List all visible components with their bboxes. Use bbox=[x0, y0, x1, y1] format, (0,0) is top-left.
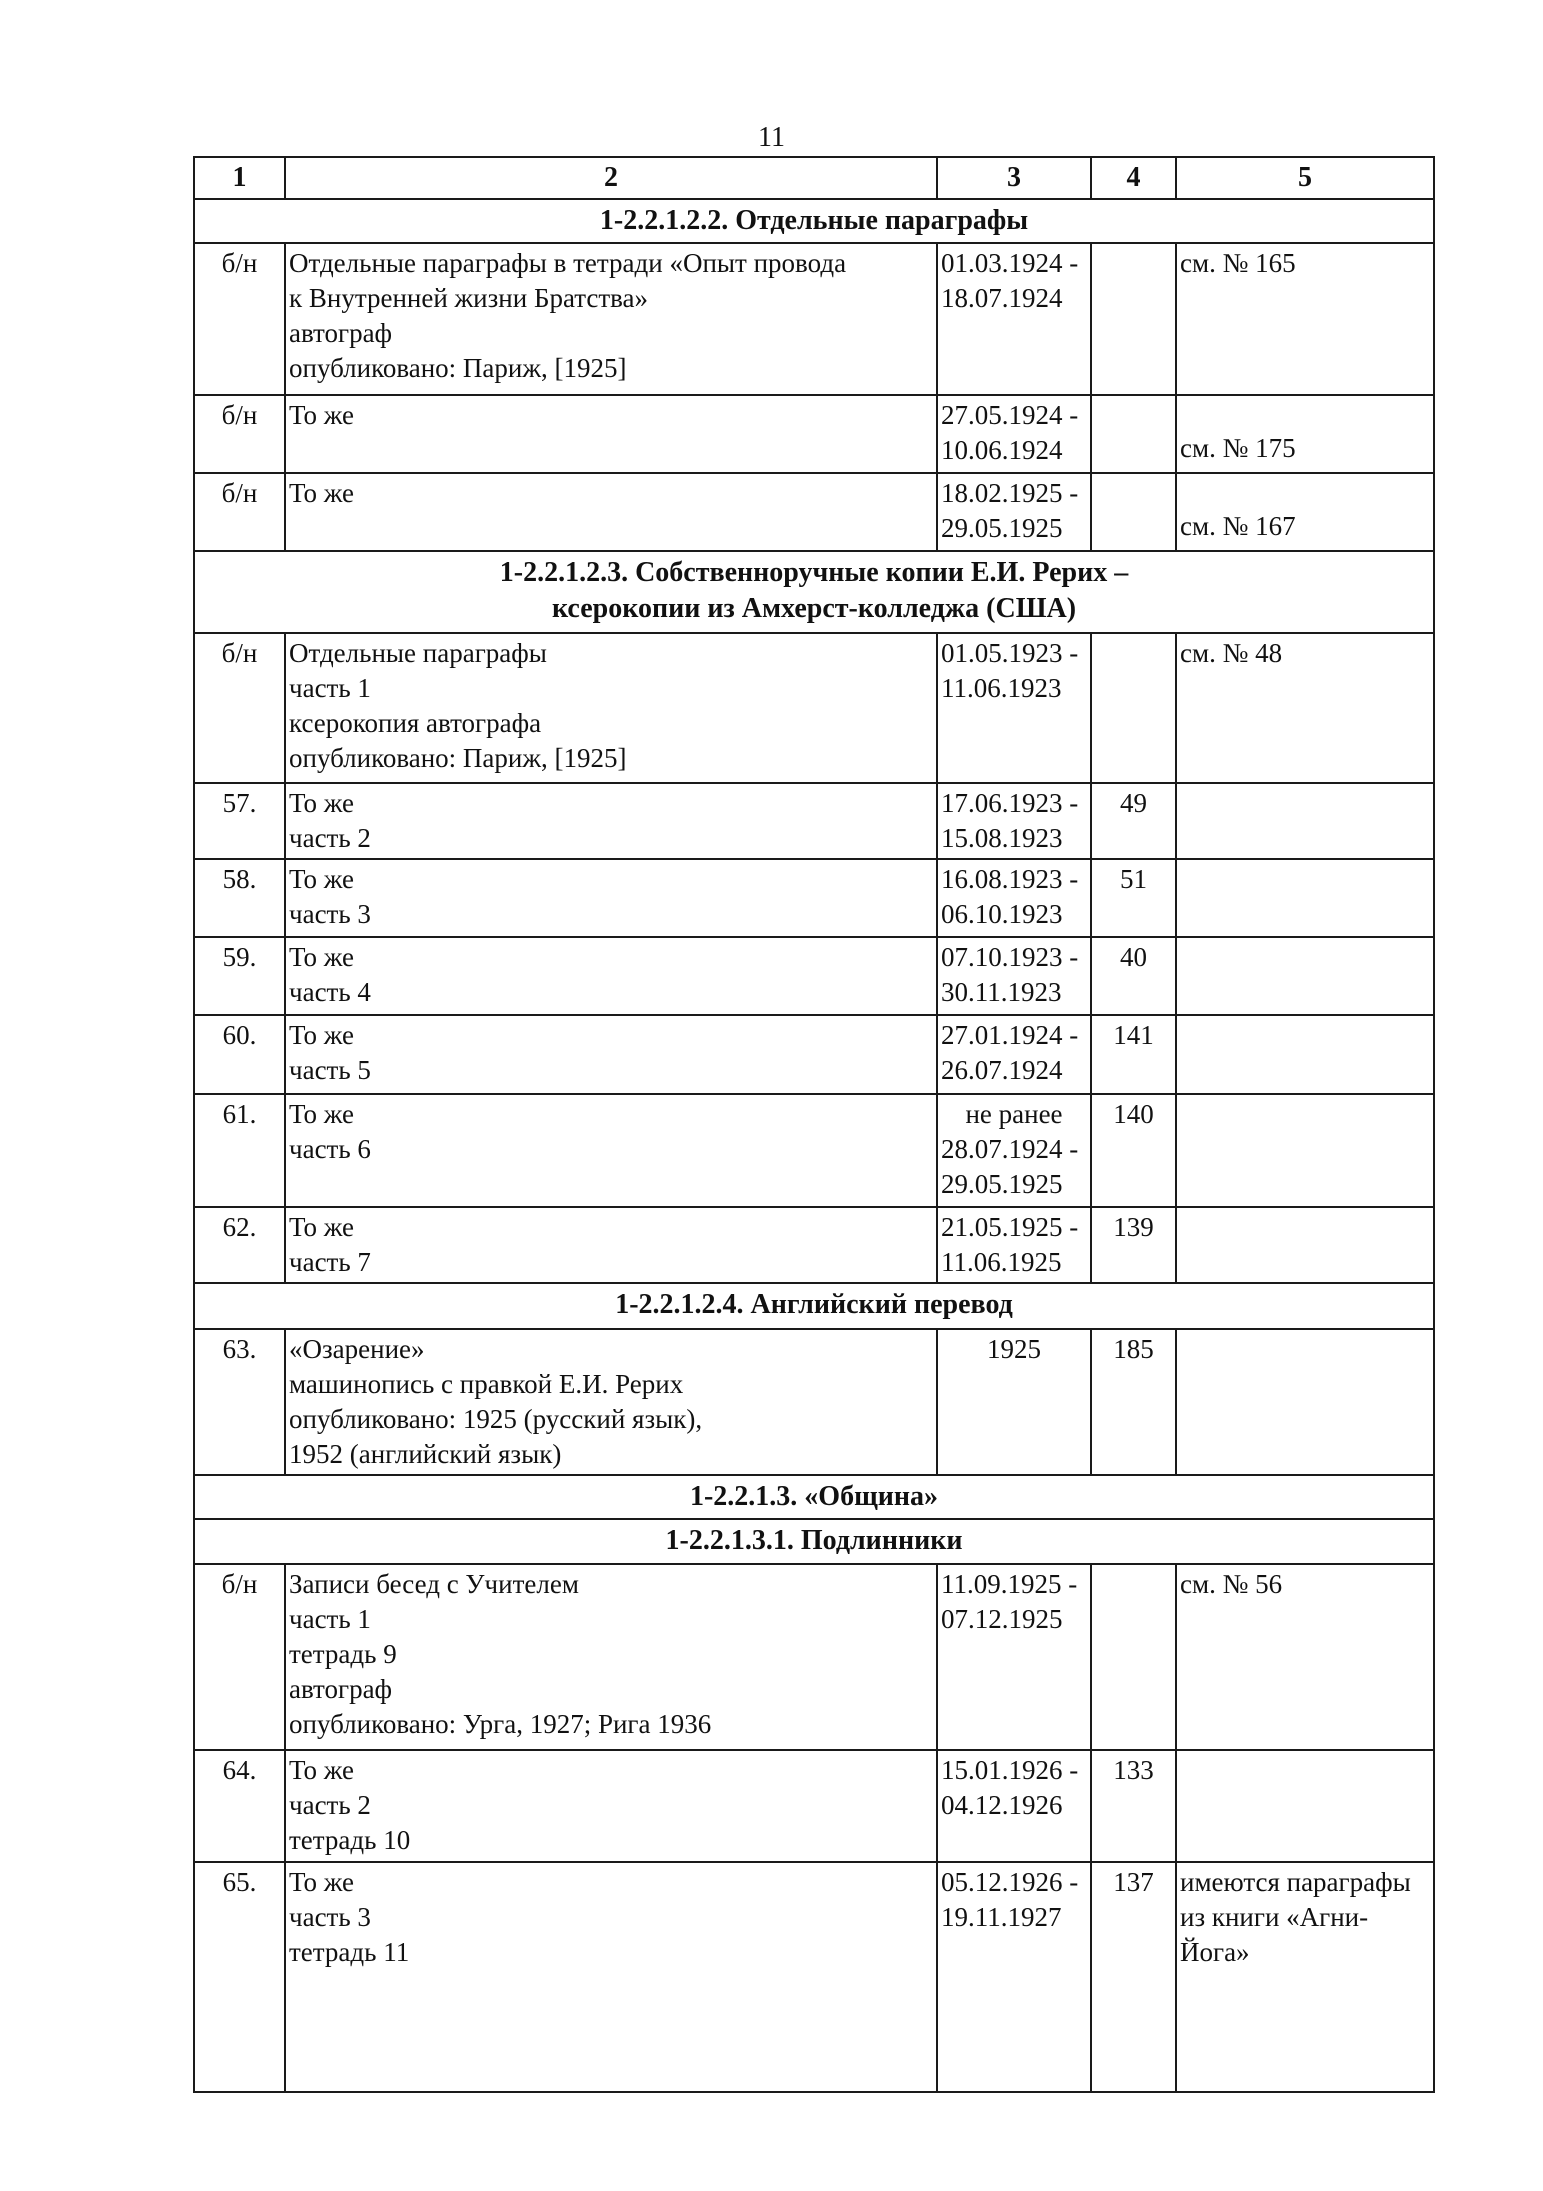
item-number: 57. bbox=[194, 783, 285, 859]
table-row bbox=[194, 473, 1434, 551]
description-line: опубликовано: Париж, [1925] bbox=[289, 743, 627, 773]
description-line: часть 5 bbox=[289, 1055, 371, 1085]
description-line: То же bbox=[289, 400, 354, 430]
item-description bbox=[285, 1015, 937, 1094]
description-line: часть 3 bbox=[289, 1902, 371, 1932]
column-header-1: 1 bbox=[194, 157, 285, 199]
archive-registry-table bbox=[193, 156, 1435, 2093]
item-description bbox=[285, 1207, 937, 1283]
item-note bbox=[1176, 1015, 1434, 1094]
description-line: машинопись с правкой Е.И. Рерих bbox=[289, 1369, 684, 1399]
item-dates bbox=[937, 783, 1091, 859]
item-number: б/н bbox=[194, 243, 285, 395]
description-line: часть 1 bbox=[289, 1604, 371, 1634]
section-heading-row bbox=[194, 1475, 1434, 1519]
date-line: 1925 bbox=[987, 1334, 1041, 1364]
item-description bbox=[285, 633, 937, 783]
item-number: 58. bbox=[194, 859, 285, 937]
item-note bbox=[1176, 473, 1434, 551]
date-line: 11.09.1925 - bbox=[941, 1569, 1078, 1599]
item-sheets bbox=[1091, 473, 1176, 551]
item-dates bbox=[937, 1329, 1091, 1475]
item-note bbox=[1176, 1094, 1434, 1207]
item-sheets: 140 bbox=[1091, 1094, 1176, 1207]
column-header-row bbox=[194, 157, 1434, 199]
section-heading-row bbox=[194, 199, 1434, 243]
description-line: То же bbox=[289, 478, 354, 508]
item-number: 63. bbox=[194, 1329, 285, 1475]
item-number: б/н bbox=[194, 473, 285, 551]
date-line: 11.06.1923 bbox=[941, 673, 1062, 703]
section-title: 1-2.2.1.2.2. Отдельные параграфы bbox=[194, 199, 1434, 243]
table-row bbox=[194, 243, 1434, 395]
item-number: б/н bbox=[194, 1564, 285, 1750]
description-line: часть 4 bbox=[289, 977, 371, 1007]
description-line: часть 2 bbox=[289, 1790, 371, 1820]
item-description bbox=[285, 395, 937, 473]
item-dates bbox=[937, 1750, 1091, 1862]
item-note bbox=[1176, 243, 1434, 395]
item-number: 60. bbox=[194, 1015, 285, 1094]
item-description bbox=[285, 783, 937, 859]
section-title: 1-2.2.1.3. «Община» bbox=[194, 1475, 1434, 1519]
description-line: «Озарение» bbox=[289, 1334, 425, 1364]
section-title-line: 1-2.2.1.2.3. Собственноручные копии Е.И. Рерих – bbox=[499, 557, 1129, 588]
section-title bbox=[194, 551, 1434, 633]
date-line: 07.10.1923 - bbox=[941, 942, 1079, 972]
description-line: 1952 (английский язык) bbox=[289, 1439, 562, 1469]
item-description bbox=[285, 1862, 937, 2092]
note-line: из книги «Агни- bbox=[1180, 1902, 1369, 1932]
date-line: 10.06.1924 bbox=[941, 435, 1063, 465]
note-line: см. № 175 bbox=[1180, 433, 1296, 463]
item-dates bbox=[937, 1564, 1091, 1750]
item-note bbox=[1176, 1564, 1434, 1750]
date-line: 21.05.1925 - bbox=[941, 1212, 1079, 1242]
date-line: 01.05.1923 - bbox=[941, 638, 1079, 668]
description-line: тетрадь 11 bbox=[289, 1937, 410, 1967]
description-line: часть 6 bbox=[289, 1134, 371, 1164]
note-line: см. № 48 bbox=[1180, 638, 1283, 668]
description-line: опубликовано: 1925 (русский язык), bbox=[289, 1404, 703, 1434]
date-line: 15.08.1923 bbox=[941, 823, 1063, 853]
column-header-5: 5 bbox=[1176, 157, 1434, 199]
note-line: имеются параграфы bbox=[1180, 1867, 1411, 1897]
item-note bbox=[1176, 1207, 1434, 1283]
item-sheets: 139 bbox=[1091, 1207, 1176, 1283]
item-sheets: 49 bbox=[1091, 783, 1176, 859]
item-description bbox=[285, 1564, 937, 1750]
date-line: 05.12.1926 - bbox=[941, 1867, 1079, 1897]
item-note bbox=[1176, 937, 1434, 1015]
subsection-heading-row bbox=[194, 1519, 1434, 1564]
table-row bbox=[194, 1207, 1434, 1283]
table-row bbox=[194, 1094, 1434, 1207]
item-dates bbox=[937, 395, 1091, 473]
date-line: 15.01.1926 - bbox=[941, 1755, 1079, 1785]
description-line: автограф bbox=[289, 318, 393, 348]
item-number: 65. bbox=[194, 1862, 285, 2092]
section-heading-row bbox=[194, 551, 1434, 633]
note-line: Йога» bbox=[1180, 1937, 1250, 1967]
description-line: часть 1 bbox=[289, 673, 371, 703]
item-sheets bbox=[1091, 243, 1176, 395]
item-sheets: 133 bbox=[1091, 1750, 1176, 1862]
description-line: Записи бесед с Учителем bbox=[289, 1569, 579, 1599]
item-sheets bbox=[1091, 633, 1176, 783]
item-note bbox=[1176, 633, 1434, 783]
item-sheets bbox=[1091, 1564, 1176, 1750]
item-number: б/н bbox=[194, 633, 285, 783]
description-line: автограф bbox=[289, 1674, 393, 1704]
item-dates bbox=[937, 859, 1091, 937]
section-heading-row bbox=[194, 1283, 1434, 1329]
item-number: 59. bbox=[194, 937, 285, 1015]
item-number: 64. bbox=[194, 1750, 285, 1862]
item-sheets: 51 bbox=[1091, 859, 1176, 937]
item-note bbox=[1176, 1862, 1434, 2092]
description-line: То же bbox=[289, 1099, 354, 1129]
table-row bbox=[194, 1015, 1434, 1094]
section-title-line: ксерокопии из Амхерст-колледжа (США) bbox=[551, 593, 1077, 624]
item-number: б/н bbox=[194, 395, 285, 473]
date-line: 16.08.1923 - bbox=[941, 864, 1079, 894]
description-line: То же bbox=[289, 1867, 354, 1897]
date-line: 29.05.1925 bbox=[941, 1169, 1063, 1199]
column-header-4: 4 bbox=[1091, 157, 1176, 199]
item-note bbox=[1176, 395, 1434, 473]
item-dates bbox=[937, 243, 1091, 395]
section-title: 1-2.2.1.2.4. Английский перевод bbox=[194, 1283, 1434, 1329]
date-line: 04.12.1926 bbox=[941, 1790, 1063, 1820]
description-line: часть 3 bbox=[289, 899, 371, 929]
description-line: тетрадь 9 bbox=[289, 1639, 397, 1669]
table-row bbox=[194, 783, 1434, 859]
date-line: 17.06.1923 - bbox=[941, 788, 1079, 818]
item-note bbox=[1176, 783, 1434, 859]
date-line: 19.11.1927 bbox=[941, 1902, 1062, 1932]
date-line: не ранее bbox=[965, 1099, 1063, 1129]
date-line: 27.05.1924 - bbox=[941, 400, 1079, 430]
item-description bbox=[285, 1094, 937, 1207]
table-row bbox=[194, 395, 1434, 473]
item-sheets: 185 bbox=[1091, 1329, 1176, 1475]
item-note bbox=[1176, 1329, 1434, 1475]
description-line: к Внутренней жизни Братства» bbox=[289, 283, 649, 313]
description-line: То же bbox=[289, 942, 354, 972]
item-dates bbox=[937, 473, 1091, 551]
description-line: тетрадь 10 bbox=[289, 1825, 411, 1855]
description-line: Отдельные параграфы в тетради «Опыт провода bbox=[289, 248, 847, 278]
description-line: То же bbox=[289, 1755, 354, 1785]
item-dates bbox=[937, 1862, 1091, 2092]
description-line: часть 7 bbox=[289, 1247, 371, 1277]
date-line: 01.03.1924 - bbox=[941, 248, 1079, 278]
date-line: 28.07.1924 - bbox=[941, 1134, 1079, 1164]
description-line: Отдельные параграфы bbox=[289, 638, 547, 668]
table-row bbox=[194, 633, 1434, 783]
date-line: 26.07.1924 bbox=[941, 1055, 1063, 1085]
date-line: 18.02.1925 - bbox=[941, 478, 1079, 508]
item-dates bbox=[937, 1015, 1091, 1094]
note-line: см. № 167 bbox=[1180, 511, 1296, 541]
item-dates bbox=[937, 937, 1091, 1015]
description-line: опубликовано: Париж, [1925] bbox=[289, 353, 627, 383]
table-row bbox=[194, 1862, 1434, 2092]
item-description bbox=[285, 937, 937, 1015]
item-description bbox=[285, 243, 937, 395]
page-number: 11 bbox=[758, 122, 785, 153]
item-dates bbox=[937, 1094, 1091, 1207]
note-line: см. № 56 bbox=[1180, 1569, 1283, 1599]
description-line: То же bbox=[289, 1020, 354, 1050]
section-title: 1-2.2.1.3.1. Подлинники bbox=[194, 1519, 1434, 1564]
description-line: То же bbox=[289, 788, 354, 818]
item-note bbox=[1176, 1750, 1434, 1862]
item-description bbox=[285, 859, 937, 937]
item-description bbox=[285, 1329, 937, 1475]
table-row bbox=[194, 937, 1434, 1015]
table-row bbox=[194, 1750, 1434, 1862]
description-line: опубликовано: Урга, 1927; Рига 1936 bbox=[289, 1709, 712, 1739]
description-line: ксерокопия автографа bbox=[289, 708, 542, 738]
table-row bbox=[194, 1564, 1434, 1750]
column-header-2: 2 bbox=[285, 157, 937, 199]
table-row bbox=[194, 1329, 1434, 1475]
item-dates bbox=[937, 1207, 1091, 1283]
item-dates bbox=[937, 633, 1091, 783]
item-note bbox=[1176, 859, 1434, 937]
date-line: 11.06.1925 bbox=[941, 1247, 1062, 1277]
table-row bbox=[194, 859, 1434, 937]
description-line: То же bbox=[289, 1212, 354, 1242]
note-line: см. № 165 bbox=[1180, 248, 1296, 278]
date-line: 30.11.1923 bbox=[941, 977, 1062, 1007]
date-line: 29.05.1925 bbox=[941, 513, 1063, 543]
date-line: 07.12.1925 bbox=[941, 1604, 1063, 1634]
item-sheets: 137 bbox=[1091, 1862, 1176, 2092]
item-number: 62. bbox=[194, 1207, 285, 1283]
description-line: часть 2 bbox=[289, 823, 371, 853]
date-line: 18.07.1924 bbox=[941, 283, 1063, 313]
column-header-3: 3 bbox=[937, 157, 1091, 199]
date-line: 27.01.1924 - bbox=[941, 1020, 1079, 1050]
item-sheets: 141 bbox=[1091, 1015, 1176, 1094]
item-description bbox=[285, 1750, 937, 1862]
item-description bbox=[285, 473, 937, 551]
item-sheets bbox=[1091, 395, 1176, 473]
item-number: 61. bbox=[194, 1094, 285, 1207]
date-line: 06.10.1923 bbox=[941, 899, 1063, 929]
description-line: То же bbox=[289, 864, 354, 894]
item-sheets: 40 bbox=[1091, 937, 1176, 1015]
